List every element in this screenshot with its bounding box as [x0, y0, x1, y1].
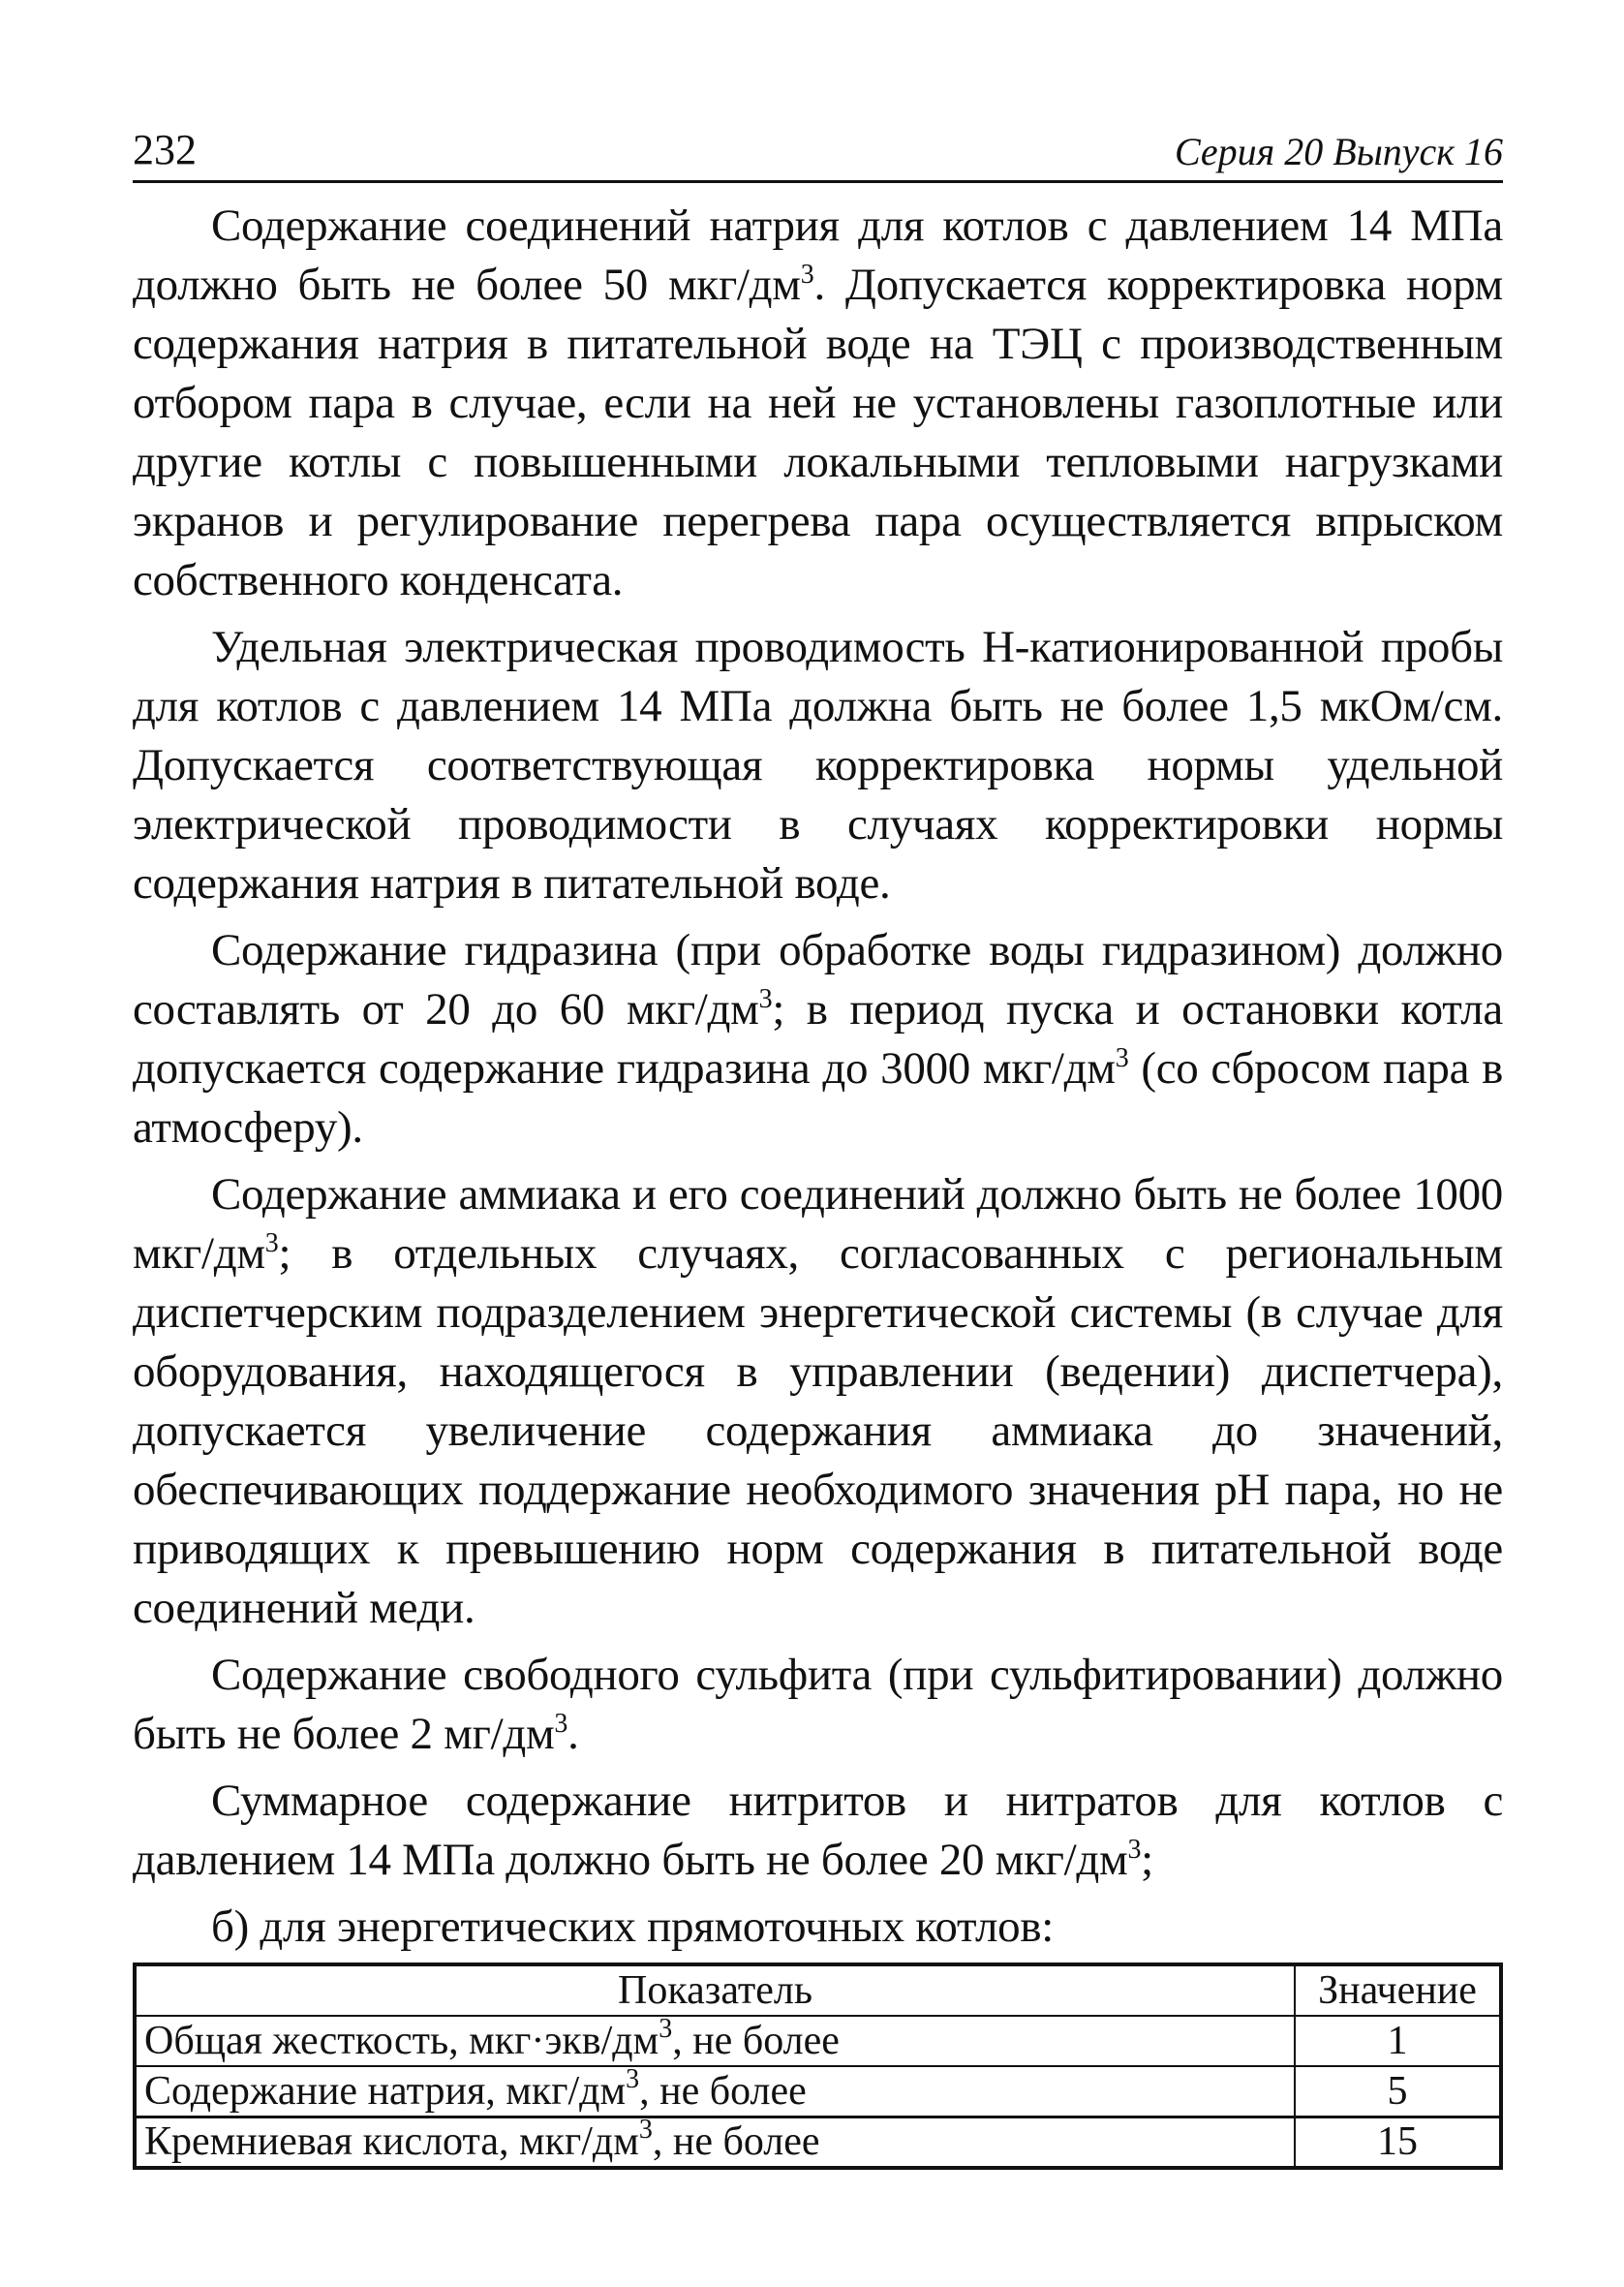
series-title: Серия 20 Выпуск 16	[1174, 130, 1503, 173]
body-text	[133, 197, 1503, 2170]
column-header-indicator: Показатель	[135, 1964, 1295, 2016]
paragraph-once-through-boilers: б) для энергетических прямоточных котлов:	[211, 1901, 1055, 1952]
table-cell-value: 1	[1295, 2016, 1501, 2066]
document-page	[133, 120, 1503, 2170]
paragraph-nitrites: Суммарное содержание нитритов и нитратов для котлов с давлением 14 МПа должно быть не более 20 мкг/$дм^3$;	[133, 1776, 1503, 1885]
table-cell-value: 15	[1295, 2117, 1501, 2168]
footer-rule	[133, 2116, 1503, 2118]
table-cell-indicator: Общая жесткость, $мкг\cdot экв/дм^3$, не более	[135, 2016, 1295, 2066]
column-header-value: Значение	[1295, 1964, 1501, 2016]
table-row	[135, 2117, 1501, 2168]
paragraph-ammonia: Содержание аммиака и его соединений должно быть не более 1000 мкг/$дм^3$; в отдельных случаях, согласованных с региональным диспетчерским подразделением энергетической системы (в случае для оборудования, находящегося в управлении (ведении) диспетчера), допускается увеличение содержания аммиака до значений, обеспечивающих поддержание необходимого значения pH пара, но не приводящих к превышению норм содержания в питательной воде соединений меди.	[133, 1169, 1503, 1633]
table-header-row	[135, 1964, 1501, 2016]
table-row	[135, 2066, 1501, 2117]
paragraph-sulfite: Содержание свободного сульфита (при сульфитировании) должно быть не более 2 $мг/дм^3$.	[133, 1650, 1503, 1759]
table-cell-value: 5	[1295, 2066, 1501, 2117]
page-number: 232	[133, 126, 197, 173]
table-row	[135, 2016, 1501, 2066]
paragraph-sodium: Содержание соединений натрия для котлов с давлением 14 МПа должно быть не более 50 мкг/$дм^3$. Допускается корректировка норм содержания натрия в питательной воде на ТЭЦ с производственным отбором пара в случае, если на ней не установлены газоплотные или другие котлы с повышенными локальными тепловыми нагрузками экранов и регулирование перегрева пара осуществляется впрыском собственного конденсата.	[133, 201, 1503, 605]
paragraph-conductivity: Удельная электрическая проводимость Н-катионированной пробы для котлов с давлением 14 МПа должна быть не более 1,5 мкОм/см. Допускается соответствующая корректировка нормы удельной электрической проводимости в случаях корректировки нормы содержания натрия в питательной воде.	[133, 622, 1503, 909]
running-head	[133, 120, 1503, 183]
paragraph-hydrazine: Содержание гидразина (при обработке воды гидразином) должно составлять от 20 до 60 мкг/$дм^3$; в период пуска и остановки котла допускается содержание гидразина до 3000 мкг/$дм^3$ (со сбросом пара в атмосферу).	[133, 925, 1503, 1153]
table-cell-indicator: Содержание натрия, мкг/$дм^3$, не более	[135, 2066, 1295, 2117]
norms-table	[133, 1962, 1503, 2170]
table-cell-indicator: Кремниевая кислота, мкг/$дм^3$, не более	[135, 2117, 1295, 2168]
